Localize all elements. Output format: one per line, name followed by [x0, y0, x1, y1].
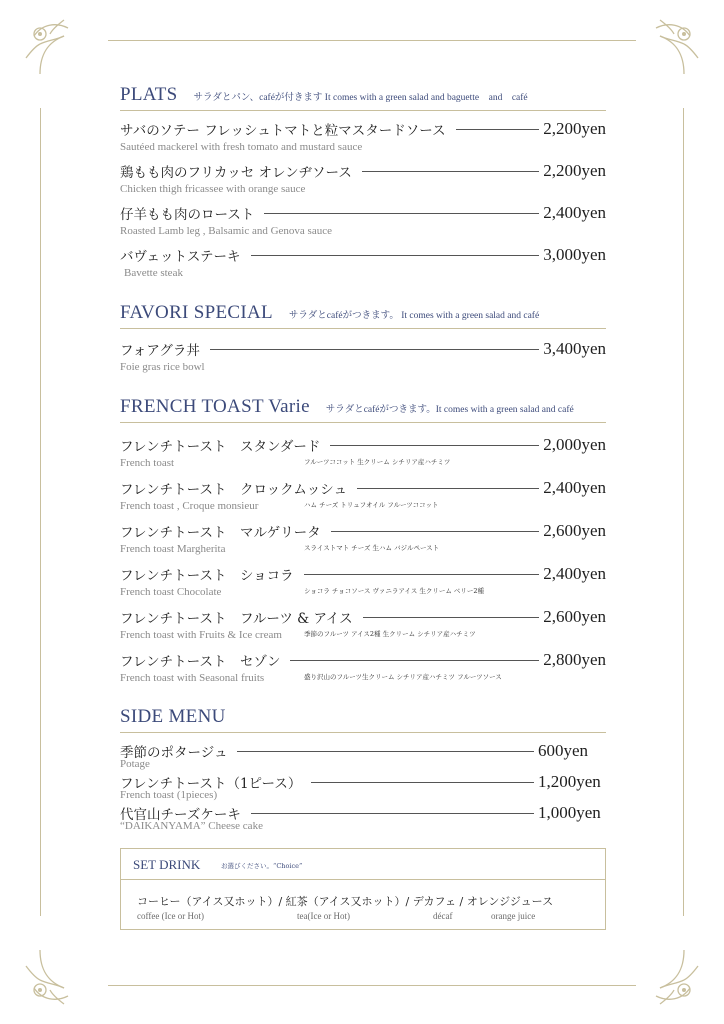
section-title: FRENCH TOAST Varie [120, 396, 310, 417]
leader-line [330, 445, 539, 446]
item-name: 季節のポタージュ [120, 745, 228, 761]
leader-line [290, 660, 539, 661]
menu-item [120, 338, 606, 373]
item-name: フレンチトースト セゾン [120, 654, 281, 670]
item-price: 2,800yen [543, 650, 606, 669]
item-english: Chicken thigh fricassee with orange sauce [120, 183, 306, 195]
divider [121, 879, 605, 880]
item-price: 600yen [538, 741, 589, 760]
menu-item [120, 771, 606, 801]
item-ingredients: ハム チーズ トリュフオイル フルーツココット [304, 501, 439, 509]
item-name: 代官山チーズケーキ [120, 807, 241, 823]
leader-line [363, 617, 540, 618]
favori-header [120, 302, 606, 329]
leader-line [362, 171, 539, 172]
item-price: 3,000yen [543, 245, 606, 264]
item-english: Roasted Lamb leg , Balsamic and Genova sauce [120, 225, 332, 237]
menu-item [120, 606, 606, 641]
item-ingredients: 季節のフルーツ アイス2種 生クリーム シチリア産ハチミツ [304, 630, 476, 638]
item-price: 1,200yen [538, 772, 601, 791]
frame-top-rule [108, 40, 636, 41]
menu-item [120, 740, 606, 770]
side-menu-header [120, 706, 606, 733]
item-english: French toast , Croque monsieur [120, 500, 259, 512]
item-english: Sautéed mackerel with fresh tomato and mustard sauce [120, 141, 363, 153]
item-name: フレンチトースト（1ピース） [120, 776, 302, 792]
menu-item [120, 649, 606, 684]
section-note: サラダとcaféがつきます。It comes with a green salad and café [325, 405, 574, 415]
menu-item [120, 244, 606, 279]
set-drink-note: お選びください。“Choice” [221, 862, 303, 870]
section-note: サラダとパン、caféが付きます It comes with a green salad and baguette and café [193, 93, 528, 103]
item-english: French toast Margherita [120, 543, 226, 555]
item-ingredients: 盛り沢山のフルーツ生クリーム シチリア産ハチミツ フルーツソース [304, 673, 502, 681]
leader-line [264, 213, 539, 214]
item-price: 2,200yen [543, 119, 606, 138]
drink-orange-en: orange juice [491, 911, 536, 921]
frame-left-rule [40, 108, 41, 916]
leader-line [251, 813, 534, 814]
item-english: French toast Chocolate [120, 586, 222, 598]
corner-ornament-icon [20, 946, 84, 1010]
menu-item [120, 477, 606, 512]
item-name: フレンチトースト マルゲリータ [120, 525, 321, 541]
item-name: サバのソテー フレッシュトマトと粒マスタードソース [120, 123, 446, 139]
drink-tea-en: tea(Ice or Hot) [297, 911, 350, 921]
frame-bottom-rule [108, 985, 636, 986]
menu-item [120, 802, 606, 832]
item-name: フレンチトースト スタンダード [120, 439, 321, 455]
item-name: フレンチトースト クロックムッシュ [120, 482, 348, 498]
set-drink-box [120, 848, 606, 930]
menu-item [120, 118, 606, 153]
item-price: 3,400yen [543, 339, 606, 358]
menu-item [120, 434, 606, 469]
item-name: 鶏もも肉のフリカッセ オレンヂソース [120, 165, 352, 181]
drink-coffee-en: coffee (Ice or Hot) [137, 911, 205, 921]
item-name: 仔羊もも肉のロースト [120, 207, 255, 223]
set-drink-title: SET DRINK [133, 857, 201, 872]
leader-line [357, 488, 539, 489]
item-name: フレンチトースト フルーツ & アイス [120, 611, 353, 627]
leader-line [304, 574, 540, 575]
menu-item [120, 160, 606, 195]
menu-item [120, 563, 606, 598]
leader-line [311, 782, 534, 783]
leader-line [251, 255, 540, 256]
item-english: Bavette steak [124, 267, 183, 279]
item-price: 2,600yen [543, 521, 606, 540]
menu-item [120, 202, 606, 237]
item-price: 2,400yen [543, 564, 606, 583]
menu-item [120, 520, 606, 555]
corner-ornament-icon [640, 946, 704, 1010]
section-title: PLATS [120, 84, 178, 105]
corner-ornament-icon [640, 14, 704, 78]
drink-decaf-en: décaf [433, 911, 453, 921]
item-name: フレンチトースト ショコラ [120, 568, 294, 584]
item-ingredients: スライストマト チーズ 生ハム バジルペースト [304, 544, 440, 552]
item-english: Foie gras rice bowl [120, 361, 205, 373]
item-english: French toast [120, 457, 175, 469]
leader-line [210, 349, 539, 350]
section-note: サラダとcaféがつきます。 It comes with a green salad and café [288, 311, 540, 321]
plats-header [120, 84, 606, 111]
leader-line [237, 751, 534, 752]
item-name: バヴェットステーキ [120, 249, 241, 265]
drink-options: コーヒー（アイス又ホット）/ 紅茶（アイス又ホット）/ デカフェ / オレンジジュース [137, 895, 554, 908]
frame-right-rule [683, 108, 684, 916]
item-ingredients: フルーツココット 生クリーム シチリア産ハチミツ [304, 458, 451, 466]
item-english: French toast with Seasonal fruits [120, 672, 265, 684]
item-english: French toast (1pieces) [120, 789, 218, 801]
item-price: 2,400yen [543, 203, 606, 222]
item-english: French toast with Fruits & Ice cream [120, 629, 282, 641]
item-name: フォアグラ丼 [120, 343, 200, 359]
section-title: SIDE MENU [120, 706, 226, 727]
item-price: 1,000yen [538, 803, 601, 822]
item-price: 2,600yen [543, 607, 606, 626]
section-title: FAVORI SPECIAL [120, 302, 273, 323]
item-ingredients: ショコラ チョコソース ヴァニラアイス 生クリーム ベリー2種 [304, 587, 485, 595]
item-price: 2,000yen [543, 435, 606, 454]
leader-line [456, 129, 540, 130]
leader-line [331, 531, 540, 532]
item-price: 2,400yen [543, 478, 606, 497]
corner-ornament-icon [20, 14, 84, 78]
french-toast-header [120, 396, 606, 423]
item-english: Potage [120, 758, 150, 770]
item-english: “DAIKANYAMA” Cheese cake [120, 820, 263, 832]
item-price: 2,200yen [543, 161, 606, 180]
